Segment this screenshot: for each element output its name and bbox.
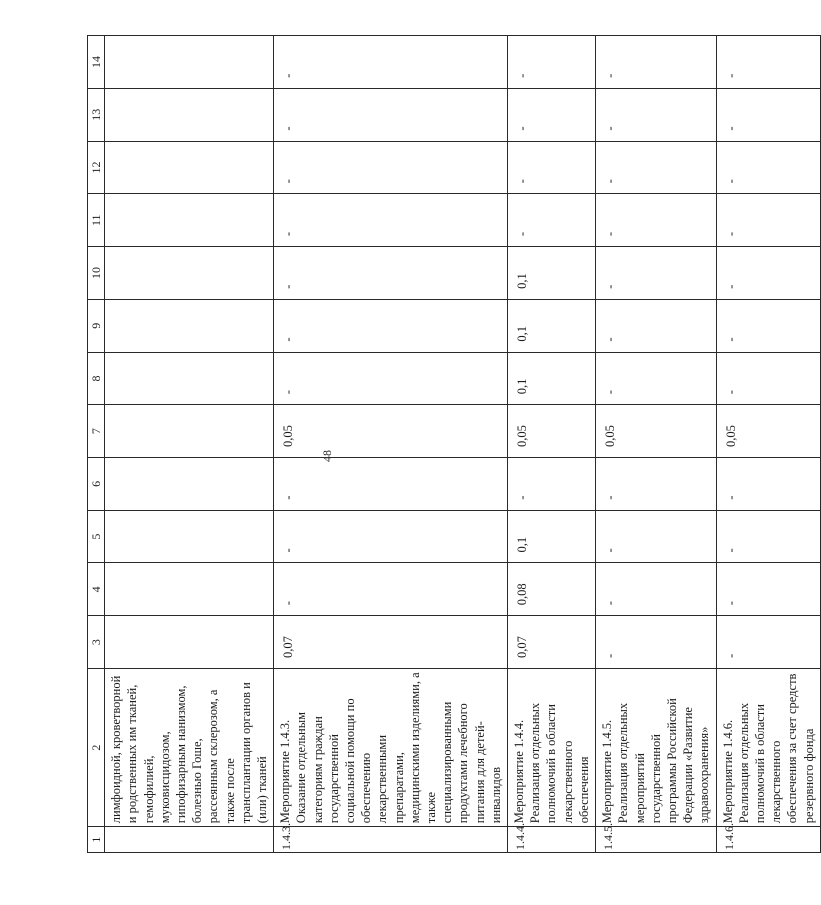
- row-code: 1.4.6.: [716, 827, 820, 853]
- value-cell: -: [716, 88, 820, 141]
- table-row: [105, 36, 274, 853]
- value-cell: 0,07: [508, 616, 596, 669]
- value-cell: -: [596, 352, 716, 405]
- value-cell: -: [596, 563, 716, 616]
- column-header: 11: [88, 194, 105, 247]
- value-cell: -: [596, 510, 716, 563]
- value-cell: -: [716, 194, 820, 247]
- value-cell: -: [716, 458, 820, 511]
- value-cell: [105, 247, 274, 300]
- value-cell: -: [508, 194, 596, 247]
- value-cell: [105, 88, 274, 141]
- column-header: 3: [88, 616, 105, 669]
- row-name: Мероприятие 1.4.4. Реализация отдельных полномочий в области лекарственного обеспечения: [508, 668, 596, 826]
- value-cell: -: [596, 299, 716, 352]
- value-cell: -: [716, 36, 820, 89]
- page-number: 48: [320, 450, 334, 462]
- budget-table: [87, 35, 821, 853]
- value-cell: 0,1: [508, 510, 596, 563]
- column-header: 2: [88, 668, 105, 826]
- row-code: [105, 827, 274, 853]
- row-name: Мероприятие 1.4.5. Реализация отдельных мероприятий государственной программы Российской Федерации «Развитие здравоохранения»: [596, 668, 716, 826]
- value-cell: [105, 36, 274, 89]
- row-name: лимфоидной, кроветворной и родственных им тканей, гемофилией, муковисцидозом, гипофизарным нанизмом, болезнью Гоше, рассеянным склерозом, а также после трансплантации органов и (или) тканей: [105, 668, 274, 826]
- value-cell: -: [508, 141, 596, 194]
- column-header: 14: [88, 36, 105, 89]
- column-header: 13: [88, 88, 105, 141]
- rotated-table-wrapper: [87, 35, 816, 853]
- column-header: 6: [88, 458, 105, 511]
- value-cell: -: [274, 299, 508, 352]
- value-cell: 0,05: [596, 405, 716, 458]
- value-cell: -: [274, 141, 508, 194]
- value-cell: [105, 299, 274, 352]
- value-cell: 0,1: [508, 247, 596, 300]
- column-header: 4: [88, 563, 105, 616]
- value-cell: -: [716, 352, 820, 405]
- column-header: 1: [88, 827, 105, 853]
- value-cell: -: [274, 352, 508, 405]
- table-row: [274, 36, 508, 853]
- value-cell: [105, 405, 274, 458]
- table-row: [596, 36, 716, 853]
- value-cell: -: [274, 88, 508, 141]
- value-cell: -: [596, 616, 716, 669]
- value-cell: -: [274, 247, 508, 300]
- value-cell: -: [716, 247, 820, 300]
- value-cell: -: [716, 563, 820, 616]
- value-cell: [105, 352, 274, 405]
- value-cell: [105, 141, 274, 194]
- row-code: 1.4.5.: [596, 827, 716, 853]
- row-code: 1.4.4.: [508, 827, 596, 853]
- column-header: 7: [88, 405, 105, 458]
- table-row: [716, 36, 820, 853]
- value-cell: -: [716, 510, 820, 563]
- value-cell: -: [596, 458, 716, 511]
- value-cell: -: [596, 247, 716, 300]
- value-cell: -: [274, 563, 508, 616]
- value-cell: -: [716, 141, 820, 194]
- row-name: Мероприятие 1.4.3. Оказание отдельным категориям граждан государственной социальной помощи по обеспечению лекарственными препаратами, медицинскими изделиями, а также специализированными продуктами лечебного питания для детей-инвалидов: [274, 668, 508, 826]
- value-cell: -: [596, 36, 716, 89]
- value-cell: [105, 616, 274, 669]
- column-header: 9: [88, 299, 105, 352]
- value-cell: -: [596, 141, 716, 194]
- value-cell: -: [274, 458, 508, 511]
- value-cell: [105, 510, 274, 563]
- value-cell: -: [508, 88, 596, 141]
- value-cell: 0,05: [716, 405, 820, 458]
- value-cell: [105, 458, 274, 511]
- header-row: [88, 36, 105, 853]
- column-header: 5: [88, 510, 105, 563]
- value-cell: -: [274, 194, 508, 247]
- value-cell: -: [274, 36, 508, 89]
- column-header: 10: [88, 247, 105, 300]
- value-cell: -: [274, 510, 508, 563]
- value-cell: -: [596, 88, 716, 141]
- value-cell: -: [596, 194, 716, 247]
- value-cell: -: [716, 299, 820, 352]
- value-cell: -: [508, 36, 596, 89]
- value-cell: 0,07: [274, 616, 508, 669]
- table-row: [508, 36, 596, 853]
- row-name: Мероприятие 1.4.6. Реализация отдельных полномочий в области лекарственного обеспечения за счет средств резервного фонда: [716, 668, 820, 826]
- value-cell: [105, 563, 274, 616]
- value-cell: 0,1: [508, 299, 596, 352]
- value-cell: 0,05: [508, 405, 596, 458]
- value-cell: 0,08: [508, 563, 596, 616]
- value-cell: [105, 194, 274, 247]
- column-header: 12: [88, 141, 105, 194]
- row-code: 1.4.3.: [274, 827, 508, 853]
- value-cell: -: [508, 458, 596, 511]
- value-cell: -: [716, 616, 820, 669]
- value-cell: 0,1: [508, 352, 596, 405]
- column-header: 8: [88, 352, 105, 405]
- value-cell: 0,05: [274, 405, 508, 458]
